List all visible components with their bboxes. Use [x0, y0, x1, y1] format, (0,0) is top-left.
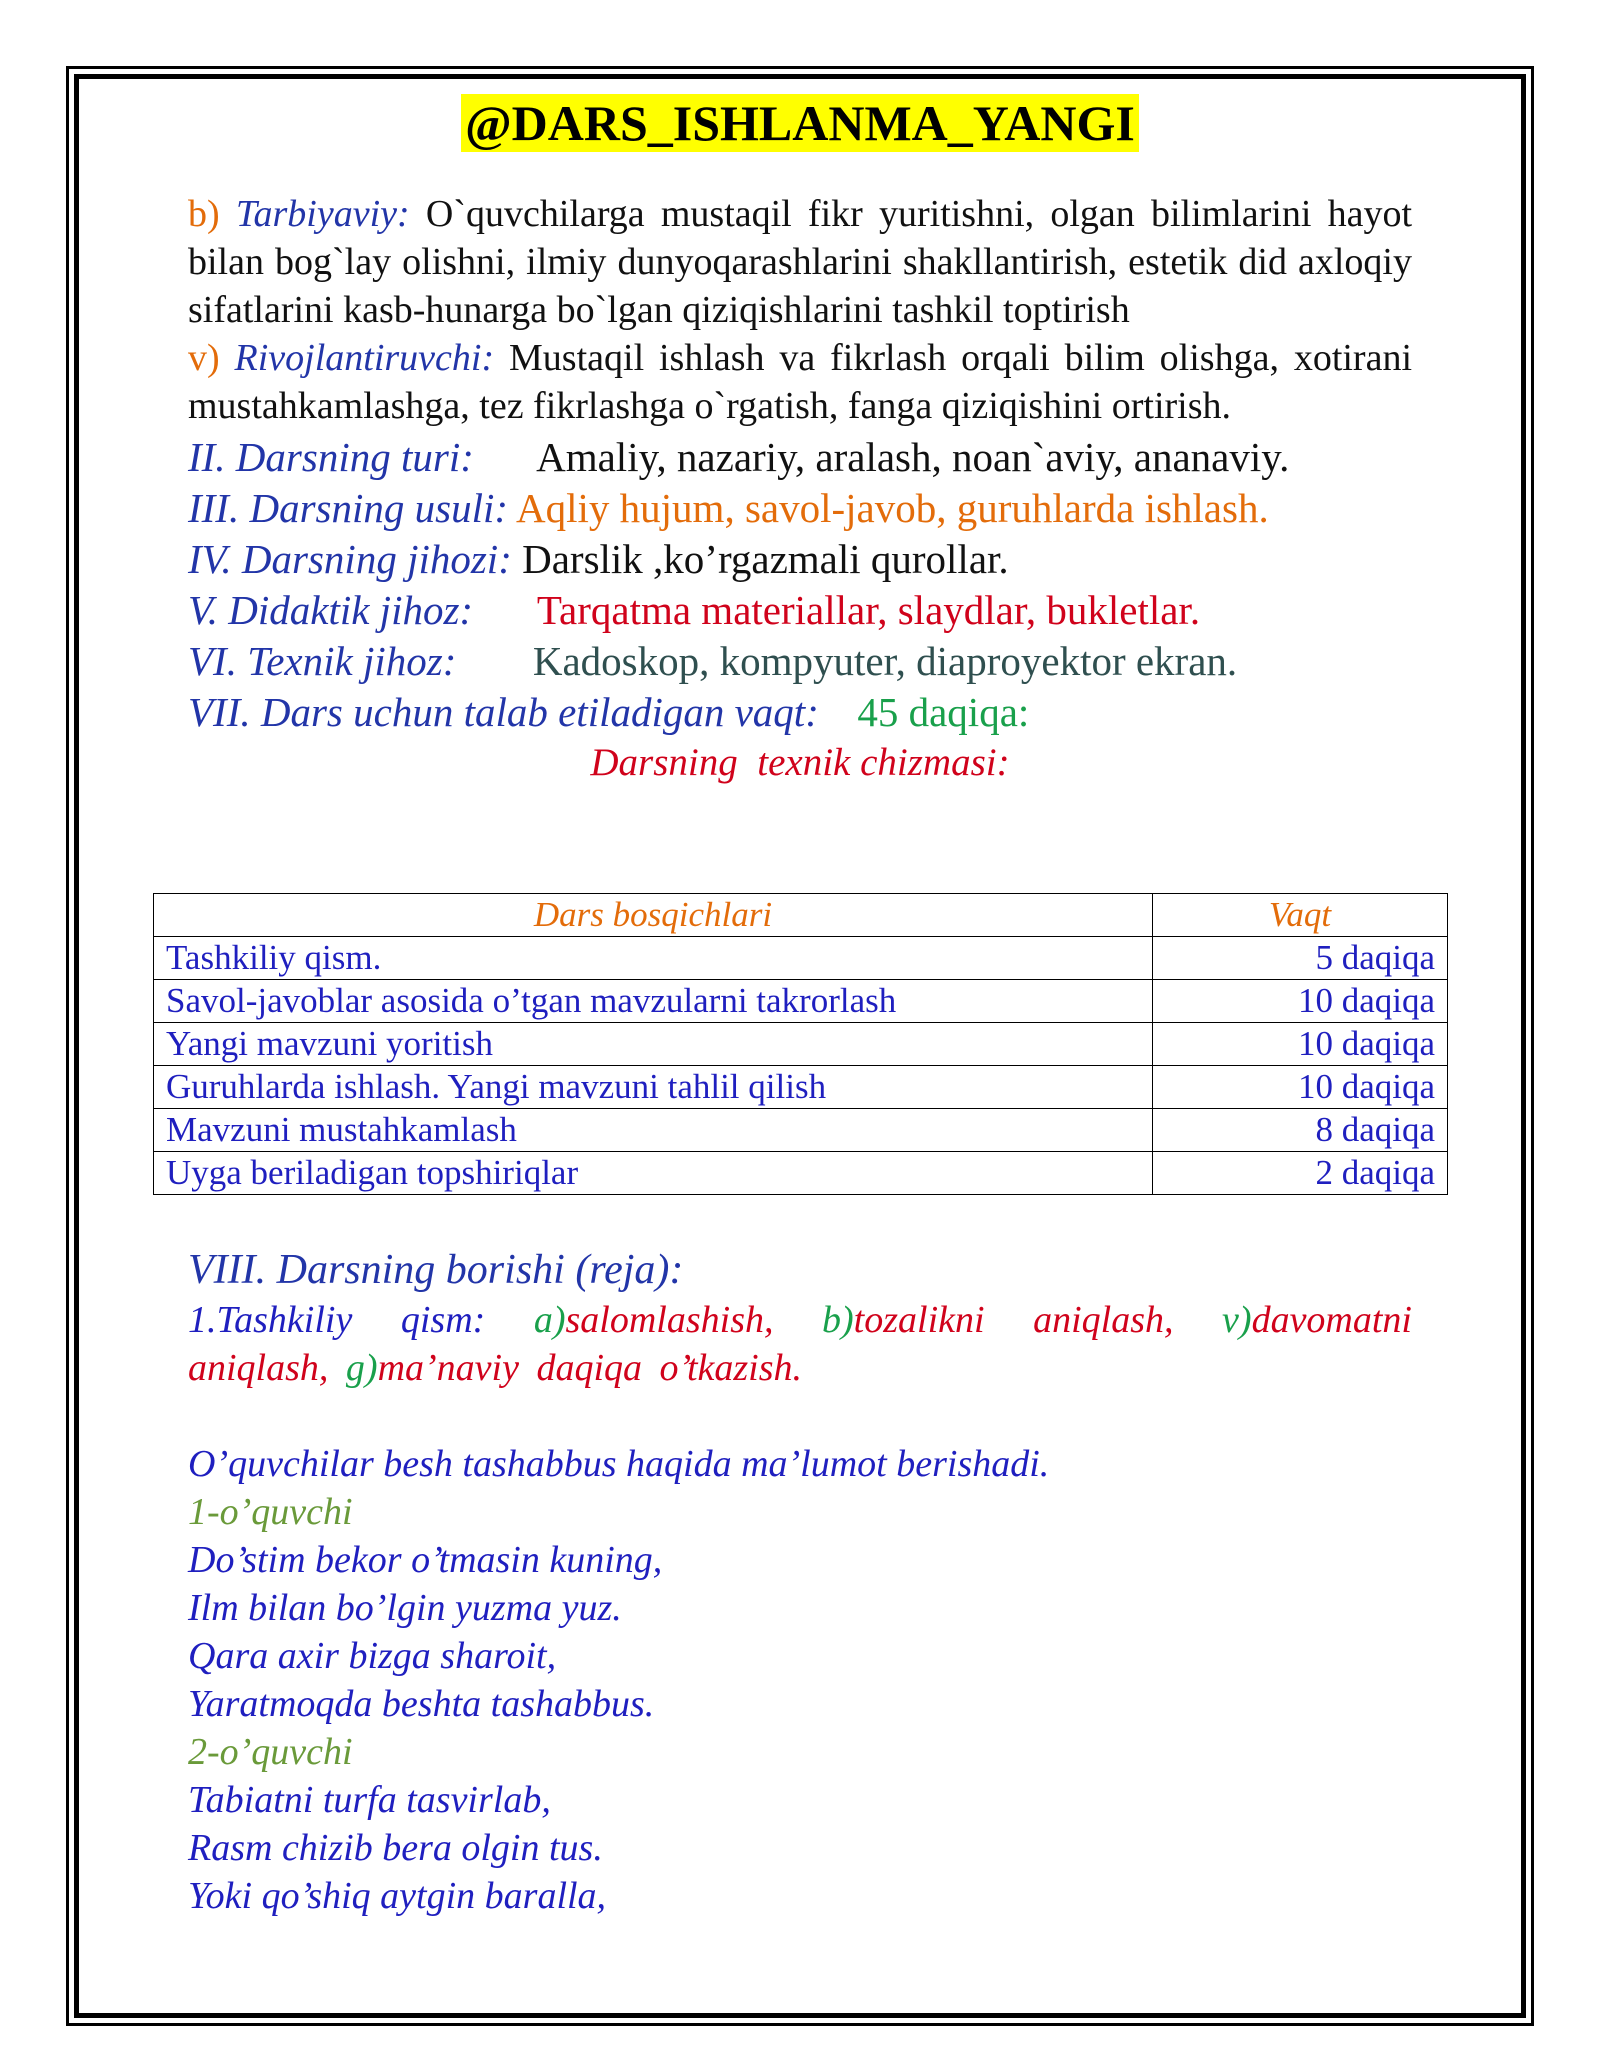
- plan-item-1: [188, 1296, 1412, 1392]
- section-time: [188, 687, 1412, 738]
- goal-v-label: Rivojlantiruvchi:: [234, 337, 495, 379]
- table-row: [154, 1066, 1448, 1109]
- section-method: [188, 483, 1412, 534]
- lesson-plan: [188, 1244, 1412, 1920]
- student-1-label: 1-o’quvchi: [188, 1491, 353, 1533]
- table-heading: Darsning texnik chizmasi:: [590, 741, 1010, 784]
- plan-text-g: ma’naviy daqiqa o’tkazish.: [377, 1347, 803, 1389]
- column-header-stage: Dars bosqichlari: [154, 894, 1153, 937]
- section-value: Aqliy hujum, savol-javob, guruhlarda ishlash.: [516, 485, 1269, 531]
- section-label: II. Darsning turi:: [188, 434, 474, 480]
- time-cell: 5 daqiqa: [1153, 937, 1448, 980]
- time-cell: 10 daqiqa: [1153, 980, 1448, 1023]
- section-equipment: [188, 534, 1412, 585]
- column-header-time: Vaqt: [1153, 894, 1448, 937]
- section-label: VI. Texnik jihoz:: [188, 638, 457, 684]
- section-value: 45 daqiqa:: [857, 689, 1030, 735]
- poem-line: Ilm bilan bo’lgin yuzma yuz.: [188, 1587, 622, 1629]
- title-container: [0, 94, 1600, 152]
- section-label: V. Didaktik jihoz:: [188, 587, 474, 633]
- section-didactic: [188, 585, 1412, 636]
- plan-item-label: 1.Tashkiliy qism:: [188, 1299, 486, 1341]
- poem-line: Qara axir bizga sharoit,: [188, 1635, 557, 1677]
- poem-line: Rasm chizib bera olgin tus.: [188, 1827, 603, 1869]
- table-row: [154, 980, 1448, 1023]
- table-row: [154, 1023, 1448, 1066]
- stage-cell: Yangi mavzuni yoritish: [154, 1023, 1153, 1066]
- plan-marker-a: a): [533, 1299, 566, 1341]
- table-row: [154, 1109, 1448, 1152]
- poem-line: Yoki qo’shiq aytgin baralla,: [188, 1875, 607, 1917]
- section-label: III. Darsning usuli:: [188, 485, 509, 531]
- plan-text-b: tozalikni aniqlash,: [853, 1299, 1174, 1341]
- lesson-stages-table: [153, 893, 1448, 1195]
- goal-v: [188, 334, 1412, 430]
- table-header-row: [154, 894, 1448, 937]
- lesson-sections: [188, 432, 1412, 738]
- section-label: VII. Dars uchun talab etiladigan vaqt:: [188, 689, 819, 735]
- student-2-label: 2-o’quvchi: [188, 1731, 353, 1773]
- section-value: Kadoskop, kompyuter, diaproyektor ekran.: [532, 638, 1238, 684]
- plan-marker-b: b): [822, 1299, 854, 1341]
- time-cell: 8 daqiqa: [1153, 1109, 1448, 1152]
- stage-cell: Uyga beriladigan topshiriqlar: [154, 1152, 1153, 1195]
- time-cell: 10 daqiqa: [1153, 1023, 1448, 1066]
- section-technical: [188, 636, 1412, 687]
- section-value: Amaliy, nazariy, aralash, noan`aviy, ananaviy.: [536, 434, 1290, 480]
- stage-cell: Tashkiliy qism.: [154, 937, 1153, 980]
- page-title: @DARS_ISHLANMA_YANGI: [461, 94, 1139, 152]
- poem-line: Yaratmoqda beshta tashabbus.: [188, 1683, 655, 1725]
- section-value: Tarqatma materiallar, slaydlar, bukletlar.: [536, 587, 1201, 633]
- section-type: [188, 432, 1412, 483]
- goal-b-text: O`quvchilarga mustaqil fikr yuritishni, olgan bilimlarini hayot bilan bog`lay olishni, ilmiy dunyoqarashlarini shakllantirish, estetik did axloqiy sifatlarini kasb-hunarga bo`lgan qiziqishlarini tashkil toptirish: [188, 193, 1413, 331]
- plan-text-v: davomatni aniqlash,: [188, 1299, 1412, 1389]
- stage-cell: Savol-javoblar asosida o’tgan mavzularni takrorlash: [154, 980, 1153, 1023]
- plan-marker-g: g): [345, 1347, 378, 1389]
- poem-line: Do’stim bekor o’tmasin kuning,: [188, 1539, 663, 1581]
- section-label: IV. Darsning jihozi:: [188, 536, 512, 582]
- goal-b: [188, 190, 1412, 334]
- poem-line: Tabiatni turfa tasvirlab,: [188, 1779, 551, 1821]
- time-cell: 2 daqiqa: [1153, 1152, 1448, 1195]
- plan-heading: VIII. Darsning borishi (reja):: [188, 1247, 684, 1293]
- goal-v-text: Mustaqil ishlash va fikrlash orqali bilim olishga, xotirani mustahkamlashga, tez fikrlashga o`rgatish, fanga qiziqishini ortirish.: [188, 337, 1413, 427]
- plan-marker-v: v): [1222, 1299, 1252, 1341]
- poem-intro: O’quvchilar besh tashabbus haqida ma’lumot berishadi.: [188, 1443, 1050, 1485]
- time-cell: 10 daqiqa: [1153, 1066, 1448, 1109]
- goal-v-marker: v): [188, 337, 220, 379]
- goal-b-label: Tarbiyaviy:: [235, 193, 410, 235]
- section-value: Darslik ,ko’rgazmali qurollar.: [522, 536, 1009, 582]
- lesson-goals: [188, 190, 1412, 788]
- goal-b-marker: b): [188, 193, 220, 235]
- table-row: [154, 937, 1448, 980]
- stage-cell: Guruhlarda ishlash. Yangi mavzuni tahlil qilish: [154, 1066, 1153, 1109]
- plan-text-a: salomlashish,: [565, 1299, 774, 1341]
- table-row: [154, 1152, 1448, 1195]
- stage-cell: Mavzuni mustahkamlash: [154, 1109, 1153, 1152]
